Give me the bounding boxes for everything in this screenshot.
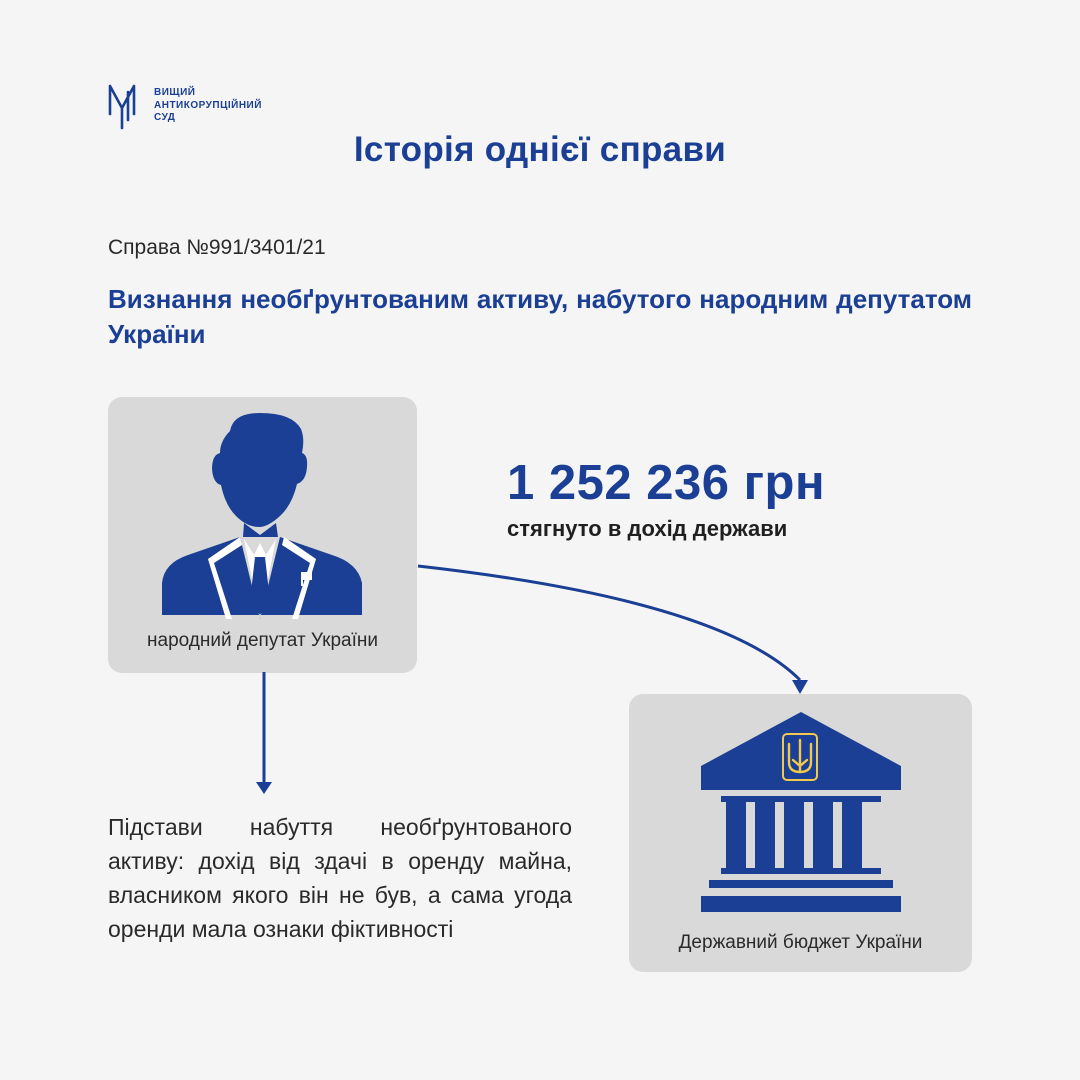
grounds-text: Підстави набуття необґрунтованого активу: дохід від здачі в оренду майна, власником якого він не був, а сама угода оренди мала ознаки фіктивності xyxy=(108,814,572,942)
page-title: Історія однієї справи xyxy=(353,130,727,169)
deputy-label: народний депутат України xyxy=(147,630,378,651)
case-subject: Визнання необґрунтованим активу, набутого народним депутатом України xyxy=(108,284,972,349)
court-name-line-1: ВИЩИЙ xyxy=(154,87,196,99)
arrow-deputy-to-budget xyxy=(418,566,808,694)
recovered-amount-caption: стягнуто в дохід держави xyxy=(507,516,788,541)
arrow-deputy-to-grounds xyxy=(256,672,272,794)
recovered-amount: 1 252 236 грн xyxy=(507,456,826,510)
case-number: Справа №991/3401/21 xyxy=(108,236,326,259)
budget-label: Державний бюджет України xyxy=(678,932,923,953)
court-name-line-2: АНТИКОРУПЦІЙНИЙ xyxy=(154,99,262,111)
court-name-line-3: СУД xyxy=(154,112,176,124)
